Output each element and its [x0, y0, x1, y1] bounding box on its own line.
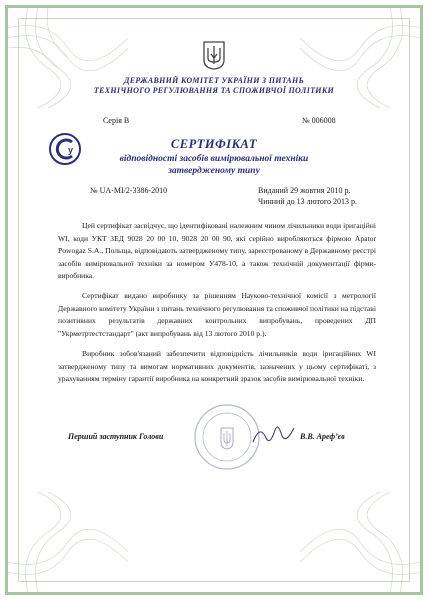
agency-name-line2: ТЕХНІЧНОГО РЕГУЛЮВАННЯ ТА СПОЖИВЧОЇ ПОЛІТИКИ — [93, 86, 335, 95]
valid-until-date: Чинний до 13 лютого 2013 р. — [258, 197, 358, 206]
corner-ornament-icon — [300, 492, 420, 592]
certificate-subtitle-line2: затвердженому типу — [168, 166, 260, 176]
trident-icon — [202, 40, 226, 70]
certificate-subtitle-line1: відповідності засобів вимірювальної техніки — [119, 154, 309, 164]
svg-text:у: у — [68, 145, 74, 155]
agency-name-line1: ДЕРЖАВНИЙ КОМІТЕТ УКРАЇНИ З ПИТАНЬ — [124, 76, 304, 85]
body-paragraph-2: Сертифікат видано виробнику за рішенням Науково-технічної комісії з метрології Державного комітету України з питань технічного регулювання та споживчої політики на підставі позитивних результатів державних контрольних випробувань, проведених ДП "Укрметртестстандарт" (акт випробувань від 13 лютого 2010 р.). — [58, 291, 376, 338]
signatory-title: Перший заступник Голови — [68, 432, 164, 441]
body-paragraph-1: Цей сертифікат засвідчує, що ідентифіковані належним чином лічильники води іригаційні WI, коди УКТ ЗЕД 9028 20 00 10, 9028 20 00 90, які серійно виробляються фірмою Apator Powogaz S.A., Польща, відповідають затвердженому типу, зареєстрованому в Державному реєстрі засобів вимірювальної техніки за номером У478-10, а також технічній документації фірми-виробника. — [58, 221, 376, 281]
signatory-name: В.В. Арефʼєв — [300, 432, 345, 441]
certificate-title: СЕРТИФІКАТ — [170, 137, 258, 151]
registration-number: № UA-MI/2-3386-2010 — [90, 186, 168, 195]
series-label: Серія В — [103, 116, 130, 125]
handwritten-signature-icon — [250, 420, 298, 450]
certificate-number: № 006008 — [302, 116, 336, 125]
body-paragraph-3: Виробник зобов'язаний забезпечити відповідність лічильників води іригаційних WI затвердженому типу та вимогам нормативних документів, зазначених у цьому сертифікаті, з урахуванням терміну гарантії виробника на конкретний зразок засобів вимірювальної техніки. — [58, 349, 376, 384]
issue-date: Виданий 29 жовтня 2010 р. — [258, 186, 351, 195]
corner-ornament-icon — [8, 492, 128, 592]
